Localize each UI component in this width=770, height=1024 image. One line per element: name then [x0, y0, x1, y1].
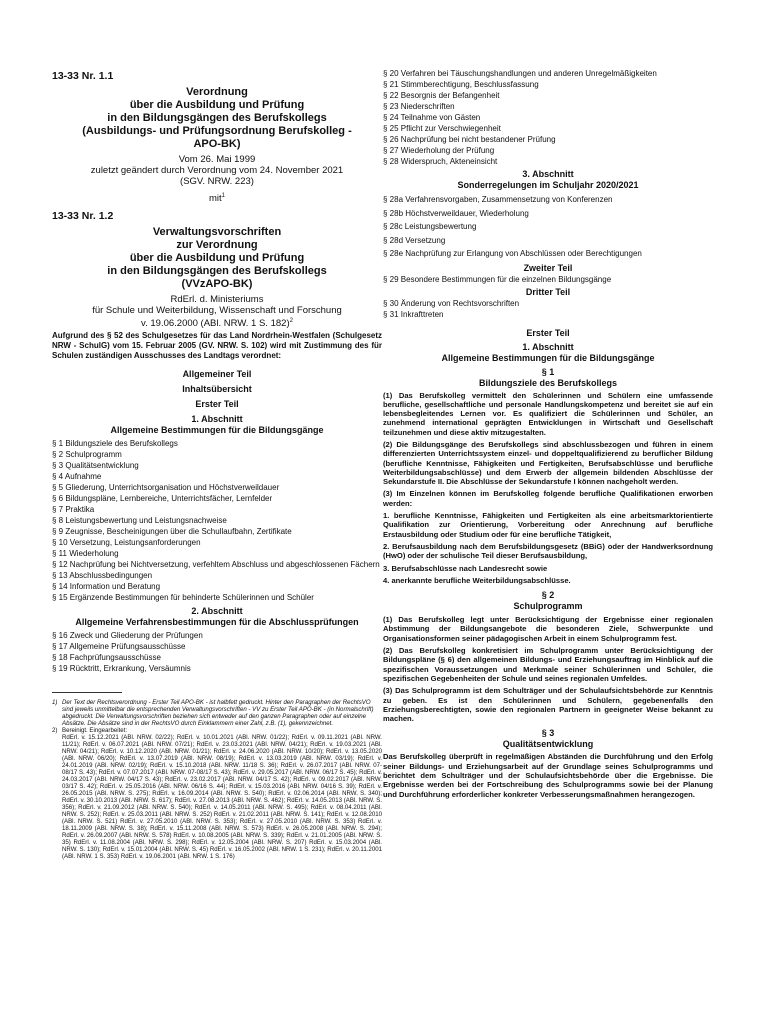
toc-list [52, 630, 382, 674]
toc-item: § 25 Pflicht zur Verschwiegenheit [383, 124, 501, 133]
toc-item: § 28c Leistungsbewertung [383, 222, 477, 231]
toc-list [383, 193, 713, 261]
toc-item: § 20 Verfahren bei Täuschungshandlungen und anderen Unregelmäßigkeiten [383, 69, 657, 78]
paragraph-title: Qualitätsentwicklung [502, 739, 594, 750]
footnote-number: 2) [52, 727, 58, 735]
toc-item: § 2 Schulprogramm [52, 450, 122, 460]
toc-item: § 28b Höchstverweildauer, Wiederholung [383, 208, 529, 218]
toc-list [383, 298, 713, 320]
toc-item: § 1 Bildungsziele des Berufskollegs [52, 439, 178, 449]
toc-item: § 22 Besorgnis der Befangenheit [383, 91, 500, 100]
paragraph-text: (1) Das Berufskolleg legt unter Berücksichtigung der Ergebnisse einer regionalen Abstimmung der Bildungsangebote die besonderen Ziele, Schwerpunkte und Organisationsformen seiner pädagogischen Arbeit in einem Schulprogramm fest. [383, 615, 713, 643]
section-title: Sonderregelungen im Schuljahr 2020/2021 [457, 180, 639, 190]
toc-item: § 27 Wiederholung der Prüfung [383, 146, 495, 155]
date-line: Vom 26. Mai 1999 [178, 154, 256, 165]
toc-item: § 16 Zweck und Gliederung der Prüfungen [52, 631, 203, 641]
decree-date: v. 19.06.2000 (ABl. NRW. 1 S. 182) [141, 318, 290, 330]
toc-item: § 21 Stimmberechtigung, Beschlussfassung [383, 80, 539, 89]
paragraph-text: (3) Im Einzelnen können im Berufskolleg folgende berufliche Qualifikationen erworben werden: [383, 489, 713, 508]
toc-item: § 26 Nachprüfung bei nicht bestandener Prüfung [383, 135, 556, 144]
toc-item: § 23 Niederschriften [383, 102, 455, 111]
footnote-heading: Bereinigt. Eingearbeitet: [62, 727, 128, 735]
document-number: 13-33 Nr. 1.2 [52, 210, 114, 223]
toc-item: § 18 Fachprüfungsausschüsse [52, 653, 161, 663]
preamble: Aufgrund des § 52 des Schulgesetzes für das Land Nordrhein-Westfalen (Schulgesetz NRW - SchulG) vom 15. Februar 2005 (GV. NRW. S. 102) wird mit Zustimmung des für Schulen zuständigen Ausschusses des Landtags verordnet: [52, 331, 382, 361]
toc-list [383, 68, 713, 167]
paragraph-text: (1) Das Berufskolleg vermittelt den Schülerinnen und Schülern eine umfassende berufliche, gesellschaftliche und personale Handlungskompetenz und bereitet sie auf ein lebensbegleitendes Lernen vor. Es qualifiziert die Schülerinnen und Schüler, an zunehmend international geprägten Entwicklungen in Wirtschaft und Gesellschaft teilzunehmen und diese aktiv mitzugestalten. [383, 390, 713, 437]
list-item: 2. Berufsausbildung nach dem Berufsbildungsgesetz (BBiG) oder der Handwerksordnung (HwO) oder der schulische Teil dieser Berufsausbildung, [383, 541, 713, 561]
paragraph-text: (2) Die Bildungsgänge des Berufskollegs sind abschlussbezogen und führen in einem differenzierten Unterrichtssystem einzel- und doppeltqualifizierend zu beruflicher Bildung (berufliche Kenntnisse, Fähigkeiten und Fertigkeiten, Berufsabschlüsse und berufliche Weiterbildungsabschlüsse) und dem Erwerb der allgemein bildenden Abschlüsse der Sekundarstufe II. Die Abschlüsse der Sekundarstufe I können nachgeholt werden. [383, 439, 713, 487]
section-title: Allgemeine Verfahrensbestimmungen für die Abschlussprüfungen [75, 617, 359, 628]
title-line: (Ausbildungs- und Prüfungsordnung Berufskolleg - [82, 125, 352, 137]
toc-item: § 10 Versetzung, Leistungsanforderungen [52, 538, 201, 548]
date-line: zuletzt geändert durch Verordnung vom 24. November 2021 [90, 165, 344, 176]
mit-text: mit [208, 193, 222, 205]
toc-item: § 15 Ergänzende Bestimmungen für behinderte Schülerinnen und Schüler [52, 593, 314, 603]
mit-line [52, 191, 382, 204]
paragraph-number: § 1 [541, 366, 555, 377]
toc-item: § 7 Praktika [52, 505, 95, 515]
title-line: zur Verordnung [176, 239, 258, 252]
part-heading: Dritter Teil [525, 286, 571, 297]
footnote-divider [52, 692, 122, 693]
document-number: 13-33 Nr. 1.1 [52, 70, 114, 82]
date-line: (SGV. NRW. 223) [180, 176, 254, 187]
paragraph-text: (3) Das Schulprogramm ist dem Schulträger und der Schulaufsichtsbehörde zur Kenntnis zu geben. Es ist den Schülerinnen und Schülern, gegebenenfalls den Erziehungsberechtigten, sowie den regionalen Partnern in geeigneter Weise bekannt zu machen. [383, 686, 713, 724]
paragraph-number: § 3 [541, 728, 555, 739]
toc-item: § 9 Zeugnisse, Bescheinigungen über die Schullaufbahn, Zertifikate [52, 527, 292, 537]
section-heading: 3. Abschnitt [522, 169, 574, 179]
toc-item: § 17 Allgemeine Prüfungsausschüsse [52, 642, 186, 652]
section-title: Allgemeine Bestimmungen für die Bildungsgänge [110, 425, 324, 436]
toc-item: § 6 Bildungspläne, Lernbereiche, Unterrichtsfächer, Lernfelder [52, 494, 273, 504]
section-heading: 2. Abschnitt [191, 606, 243, 617]
part-heading: Erster Teil [195, 399, 239, 410]
info-line: RdErl. d. Ministeriums [170, 294, 264, 306]
list-item: 3. Berufsabschlüsse nach Landesrecht sowie [383, 563, 548, 573]
toc-item: § 8 Leistungsbewertung und Leistungsnachweise [52, 516, 227, 526]
regulation-dates [52, 154, 382, 204]
paragraph-number: § 2 [541, 590, 555, 601]
title-line: Verwaltungsvorschriften [152, 226, 282, 239]
toc-item: § 28e Nachprüfung zur Erlangung von Abschlüssen oder Berechtigungen [383, 249, 642, 258]
section-title: Allgemeine Bestimmungen für die Bildungsgänge [441, 352, 655, 363]
toc-item: § 13 Abschlussbedingungen [52, 571, 153, 581]
toc-list [52, 438, 382, 603]
section-heading: 1. Abschnitt [191, 414, 243, 425]
title-line: APO-BK) [193, 138, 241, 150]
footnote-ref: 2 [289, 318, 293, 325]
date-line [52, 316, 382, 329]
toc-item: § 3 Qualitätsentwicklung [52, 461, 139, 471]
toc-item: § 30 Änderung von Rechtsvorschriften [383, 298, 520, 308]
info-line: für Schule und Weiterbildung, Wissenschaft und Forschung [92, 305, 342, 317]
paragraph-text: Das Berufskolleg überprüft in regelmäßigen Abständen die Durchführung und den Erfolg seiner Bildungs- und Erziehungsarbeit auf der Grundlage seines Schulprogramms und berichtet dem Schulträger und der Schulaufsichtsbehörde über die Ergebnisse. Die Ergebnisse werden bei der Fortschreibung des Schulprogramms sowie bei der Planung und Durchführung erforderlicher konkreter Verbesserungsmaßnahmen herangezogen. [383, 752, 713, 799]
toc-item: § 31 Inkrafttreten [383, 309, 444, 319]
footnote-2 [52, 727, 382, 860]
footnote-number: 1) [52, 699, 58, 707]
title-line: über die Ausbildung und Prüfung [129, 99, 305, 111]
toc-item: § 28a Verfahrensvorgaben, Zusammensetzung von Konferenzen [383, 195, 613, 204]
toc-item: § 14 Information und Beratung [52, 582, 161, 592]
toc-item: § 28d Versetzung [383, 235, 446, 245]
administrative-title [52, 226, 382, 291]
list-item: 4. anerkannte berufliche Weiterbildungsabschlüsse. [383, 575, 571, 585]
regulation-title [52, 86, 382, 151]
part-heading: Erster Teil [526, 327, 570, 338]
footnote-ref: 1 [221, 193, 225, 199]
title-line: in den Bildungsgängen des Berufskollegs [107, 265, 327, 278]
toc-item: § 19 Rücktritt, Erkrankung, Versäumnis [52, 664, 191, 674]
right-column [383, 68, 713, 799]
footnote-text: RdErl. v. 15.12.2021 (ABl. NRW. 02/22); RdErl. v. 10.01.2021 (ABl. NRW. 01/22); RdErl. v. 09.11.2021 (ABl. NRW. 11/21); RdErl. v. 06.07.2021 (ABl. NRW. 07/21); RdErl. v. 23.03.2021 (ABl. NRW. 04/21); RdErl. v. 19.03.2021 (ABl. NRW. 04/21); RdErl. v. 10.12.2020 (ABl. NRW. 01/21); RdErl. v. 24.06.2020 (ABl. NRW. 10/20); RdErl. v. 13.05.2020 (ABl. NRW. 06/20); RdErl. v. 13.07.2019 (ABl. NRW. 08/19); RdErl. v. 13.03.2019 (ABl. NRW. 03/19); RdErl. v. 24.01.2019 (ABl. NRW. 02/19); RdErl. v. 15.10.2018 (ABl. NRW. 11/18 S. 36); RdErl. v. 26.07.2017 (ABl. NRW. 07-08/17 S. 43); RdErl. v. 07.07.2017 (ABl. NRW. 07-08/17 S. 43); RdErl. v. 29.05.2017 (ABl. NRW. 06/17 S. 45); RdErl. v. 24.03.2017 (ABl. NRW. 04/17 S. 43); RdErl. v. 23.02.2017 (ABl. NRW. 04/17 S. 42); RdErl. v. 09.02.2017 (ABl. NRW. 03/17 S. 42); RdErl. v. 25.05.2016 (ABl. NRW. 06/16 S. 44); RdErl. v. 15.03.2016 (ABl. NRW. 04/16 S. 39); RdErl. v. 26.05.2015 (ABl. NRW. S. 275); RdErl. v. 16.09.2014 (ABl. NRW. S. 540); RdErl. v. 02.06.2014 (ABl. NRW. S. 340); RdErl. v. 30.10.2013 (ABl. NRW. S. 617); RdErl. v. 27.08.2013 (ABl. NRW. S. 462); RdErl. v. 14.05.2013 (ABl. NRW. S. 356); RdErl. v. 21.09.2012 (ABl. NRW. S. 540); RdErl. v. 14.05.2011 (ABl. NRW. S. 495); RdErl. v. 08.04.2011 (ABl. NRW. S. 252); RdErl. v. 25.03.2011 (ABl. NRW. S. 252) RdErl. v. 21.02.2011 (ABl. NRW. S. 141); RdErl. v. 12.08.2010 (ABl. NRW. S. 521) RdErl. v. 27.05.2010 (ABl. NRW. S. 353); RdErl. v. 27.05.2010 (ABl. NRW. S. 353) RdErl. v. 18.11.2009 (ABl. NRW. S. 38); RdErl. v. 15.11.2008 (ABl. NRW. S. 573) RdErl. v. 26.05.2008 (ABl. NRW. S. 294); RdErl. v. 26.09.2007 (ABl. NRW. S. 578) RdErl. v. 10.08.2005 (ABl. NRW. S. 339); RdErl. v. 21.01.2005 (ABl. NRW. S. 35) RdErl. v. 11.08.2004 (ABl. NRW. S. 298); RdErl. v. 12.05.2004 (ABl. NRW. S. 207) RdErl. v. 15.03.2004 (ABl. NRW. S. 130); RdErl. v. 15.01.2004 (ABl. NRW. S. 45) RdErl. v. 16.05.2002 (ABl. NRW. 1 S. 231); RdErl. v. 20.11.2001 (ABl. NRW. 1 S. 353) RdErl. v. 19.06.2001 (ABl. NRW. 1 S. 176) [62, 734, 382, 861]
contents-heading: Inhaltsübersicht [182, 384, 252, 395]
toc-item: § 28 Widerspruch, Akteneinsicht [383, 157, 498, 166]
section-heading: 1. Abschnitt [522, 341, 574, 352]
left-column [52, 68, 382, 860]
toc-item: § 24 Teilnahme von Gästen [383, 113, 481, 122]
list-item: 1. berufliche Kenntnisse, Fähigkeiten und Fertigkeiten als eine arbeitsmarktorientierte Qualifikation zur Orientierung, Vorbereitung oder Anrechnung auf berufliche Erstausbildung oder Studium oder für eine berufliche Tätigkeit, [383, 511, 713, 539]
title-line: (VVzAPO-BK) [181, 278, 253, 291]
title-line: über die Ausbildung und Prüfung [129, 252, 305, 265]
toc-item: § 29 Besondere Bestimmungen für die einzelnen Bildungsgänge [383, 274, 612, 284]
paragraph-text: (2) Das Berufskolleg konkretisiert im Schulprogramm unter Berücksichtigung der Bildungspläne (§ 6) den allgemeinen Bildungs- und Erziehungsauftrag im Hinblick auf die spezifischen Voraussetzungen und Merkmale seiner Schülerinnen und Schüler, die spezifischen Gegebenheiten der Schule und seines regionalen Umfeldes. [383, 646, 713, 683]
footnote-1 [52, 699, 382, 727]
title-line: Verordnung [186, 86, 248, 98]
paragraph-title: Schulprogramm [513, 601, 583, 612]
title-line: in den Bildungsgängen des Berufskollegs [107, 112, 327, 124]
footnote-text: Der Text der Rechtsverordnung - Erster Teil APO-BK - ist halbfett gedruckt. Hinter den Paragraphen der RechtsVO sind jeweils unmittelbar die entsprechenden Verwaltungsvorschriften - VV zu Erster Teil APO-BK - (in Normalschrift) abgedruckt. Die Verwaltungsvorschriften beziehen sich entweder auf den ganzen Paragraphen oder auf einzelne Absätze. Die Absätze sind in der RechtsVO durch Einklammern einer Zahl, z.B. (1), gekennzeichnet. [62, 699, 374, 728]
part-heading: Zweiter Teil [523, 262, 573, 273]
toc-item: § 4 Aufnahme [52, 472, 102, 482]
paragraph-title: Bildungsziele des Berufskollegs [478, 377, 618, 388]
part-heading: Allgemeiner Teil [182, 369, 252, 380]
toc-item: § 5 Gliederung, Unterrichtsorganisation und Höchstverweildauer [52, 483, 280, 493]
toc-item: § 12 Nachprüfung bei Nichtversetzung, verfehltem Abschluss und abgeschlossenen Fächern [52, 560, 380, 570]
ministry-info [52, 294, 382, 329]
toc-list [383, 274, 713, 285]
toc-item: § 11 Wiederholung [52, 549, 119, 559]
